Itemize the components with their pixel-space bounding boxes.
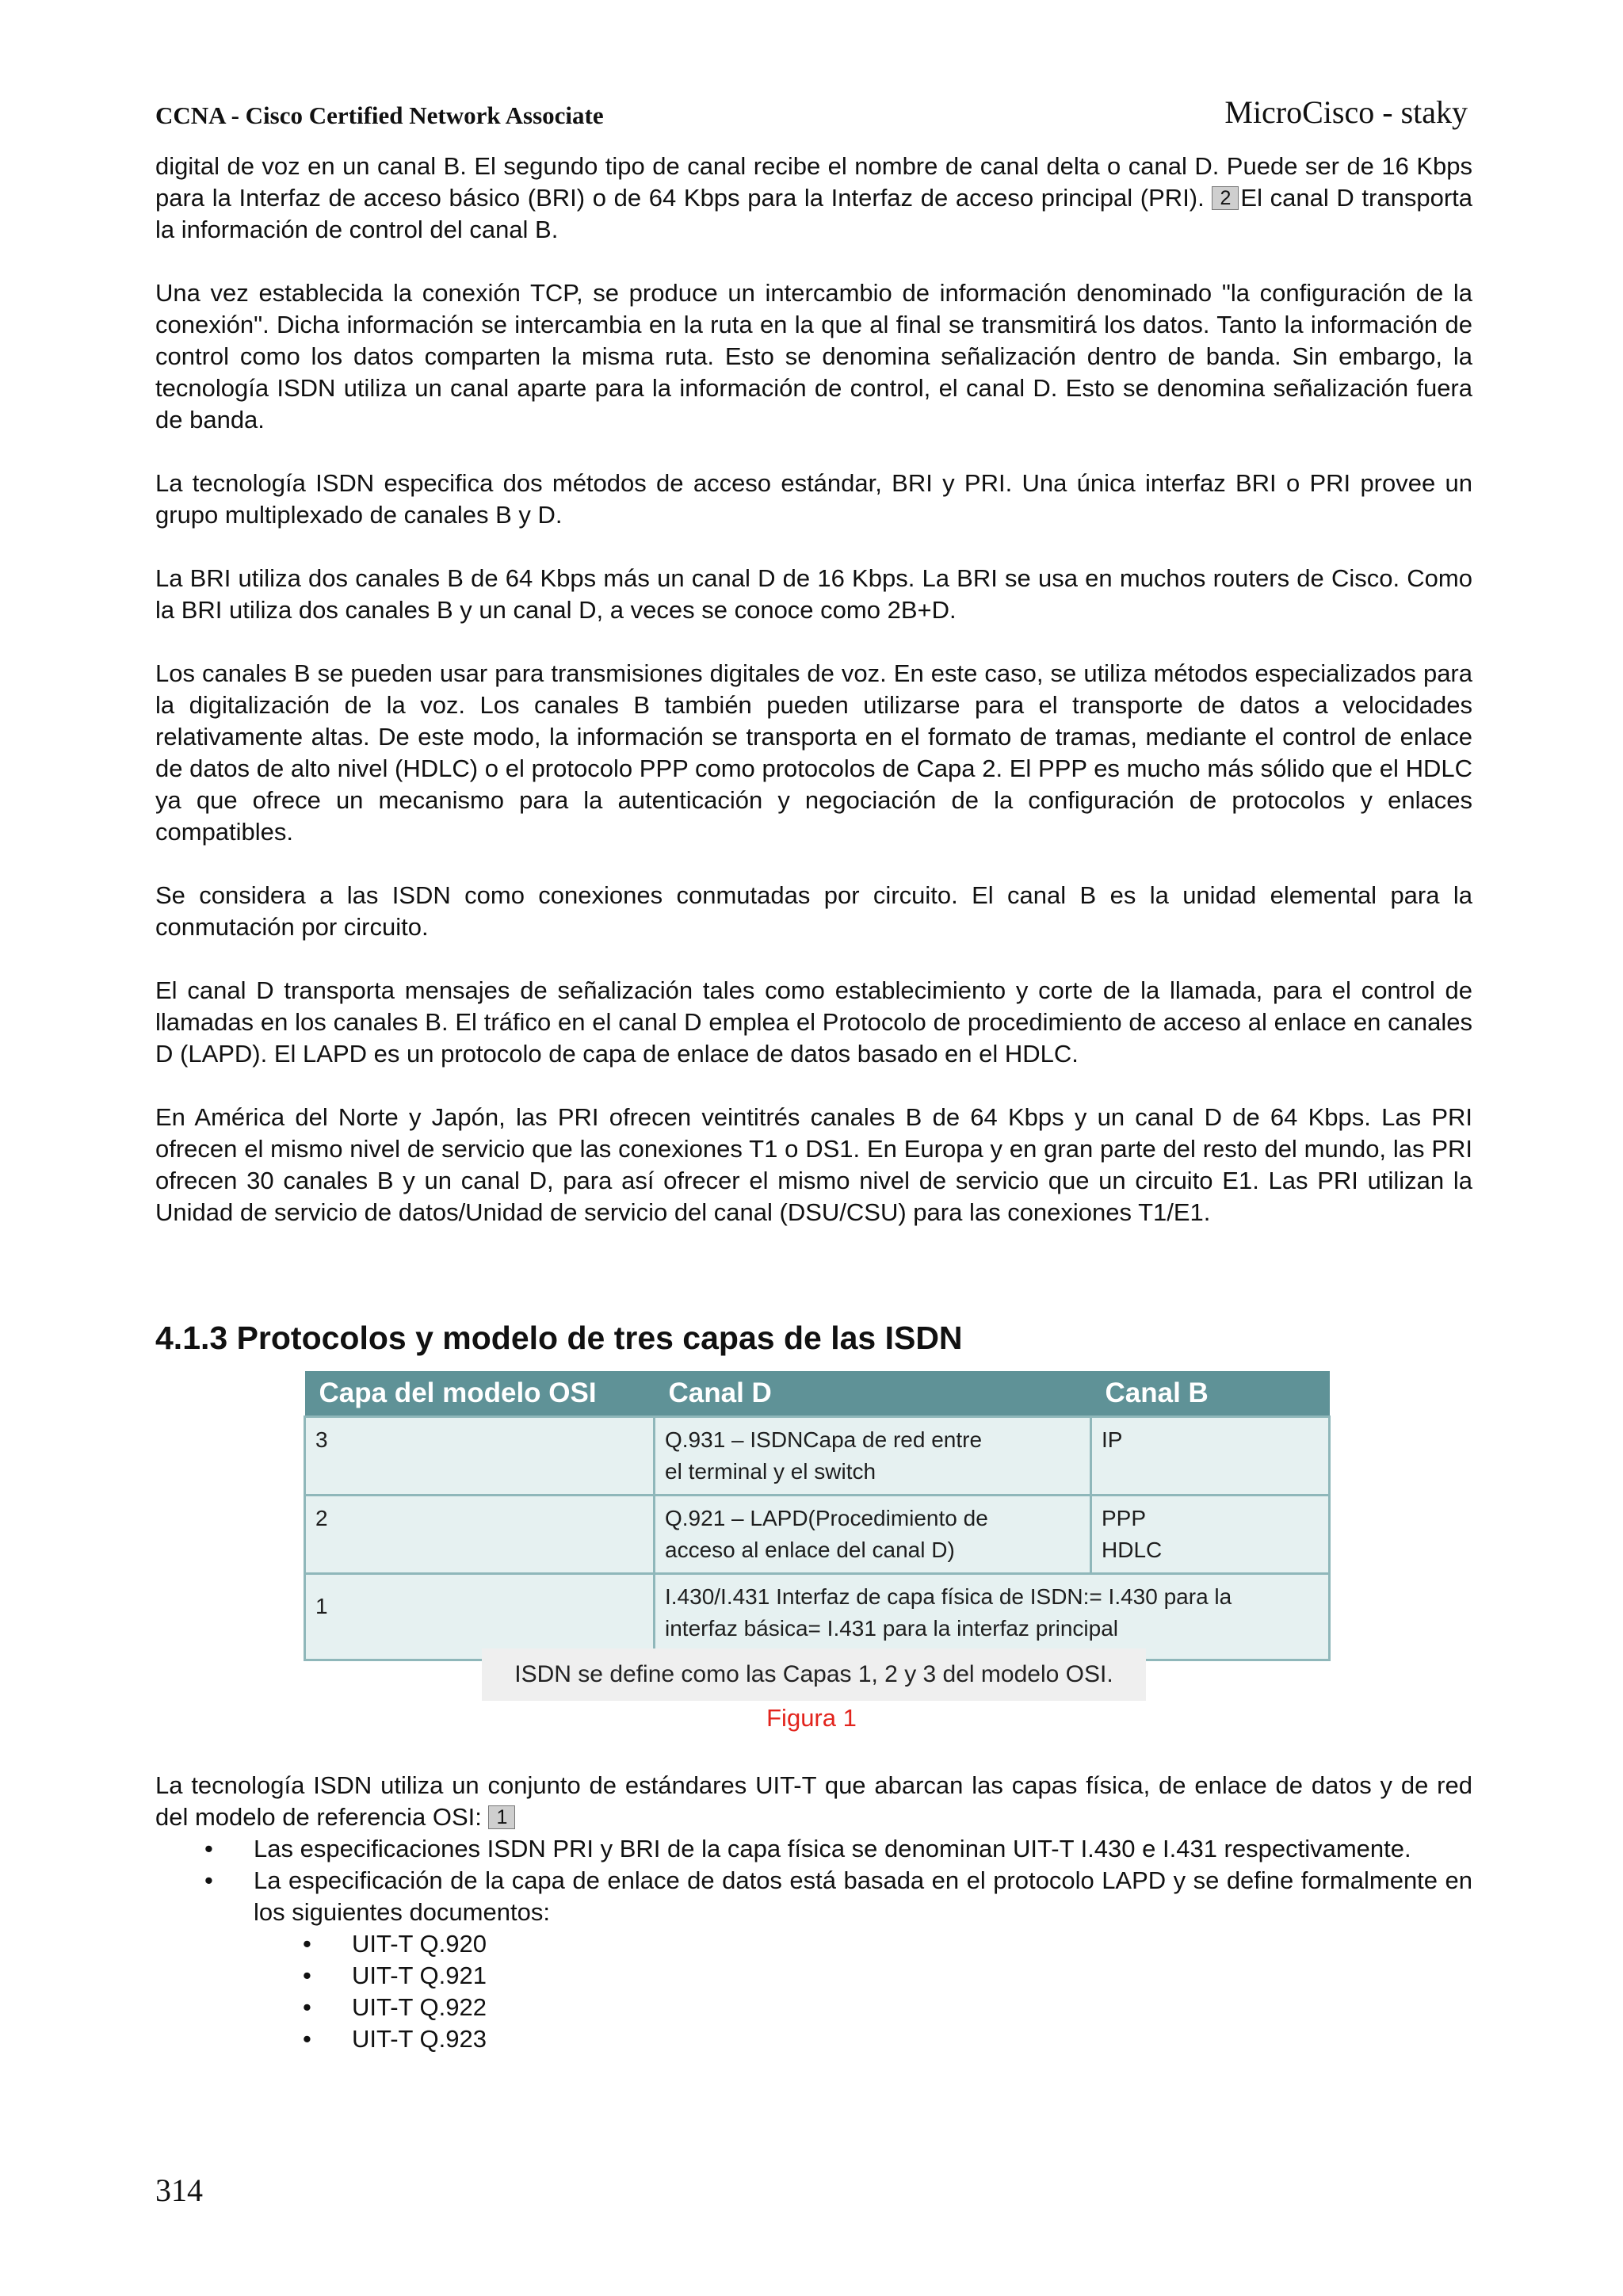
cell-text: el terminal y el switch (665, 1459, 876, 1484)
layer-cell: 2 (305, 1496, 655, 1574)
table-row (305, 1496, 1330, 1574)
list-item: • UIT-T Q.921 (254, 1960, 1472, 1992)
paragraph-text: El canal D transporta la información de control del canal B. (155, 184, 1472, 243)
table-row (305, 1417, 1330, 1496)
paragraph (155, 1770, 1472, 1833)
paragraph: La tecnología ISDN especifica dos métodos de acceso estándar, BRI y PRI. Una única interfaz BRI o PRI provee un grupo multiplexado de canales B y D. (155, 469, 1472, 529)
figure-caption: ISDN se define como las Capas 1, 2 y 3 del modelo OSI. (482, 1648, 1146, 1701)
list-item: • UIT-T Q.923 (254, 2023, 1472, 2055)
b-channel-cell (1091, 1417, 1330, 1496)
layer-cell: 3 (305, 1417, 655, 1496)
cell-text: acceso al enlace del canal D) (665, 1538, 955, 1562)
cell-text: I.430/I.431 Interfaz de capa física de ISDN:= I.430 para la (665, 1584, 1232, 1609)
paragraph: La BRI utiliza dos canales B de 64 Kbps más un canal D de 16 Kbps. La BRI se usa en muchos routers de Cisco. Como la BRI utiliza dos canales B y un canal D, a veces se conoce como 2B+D. (155, 564, 1472, 624)
d-channel-cell (655, 1417, 1091, 1496)
bullet-list (155, 1833, 1472, 2055)
column-header: Canal D (655, 1371, 1091, 1417)
sub-bullet-list (254, 1928, 1472, 2055)
cell-text: Q.931 – ISDNCapa de red entre (665, 1427, 983, 1452)
section-heading: 4.1.3 Protocolos y modelo de tres capas de las ISDN (155, 1320, 963, 1356)
isdn-osi-table (304, 1371, 1331, 1661)
paragraph-text: digital de voz en un canal B. El segundo tipo de canal recibe el nombre de canal delta o canal D. Puede ser de 16 Kbps para la Interfaz de acceso básico (BRI) o de 64 Kbps para la Interfaz de acceso principal (PRI). (155, 152, 1472, 212)
column-header: Canal B (1091, 1371, 1330, 1417)
running-header-author: MicroCisco - staky (1224, 94, 1468, 130)
figure-reference-link[interactable]: 2 (1212, 186, 1239, 210)
paragraph (155, 151, 1472, 246)
figure-label: Figura 1 (766, 1704, 857, 1732)
list-item: • UIT-T Q.922 (254, 1992, 1472, 2023)
page-number: 314 (155, 2172, 203, 2208)
list-item (155, 1865, 1472, 2055)
layer-cell: 1 (305, 1574, 655, 1660)
paragraph: Los canales B se pueden usar para transmisiones digitales de voz. En este caso, se utiliza métodos especializados para la digitalización de la voz. Los canales B también pueden utilizarse para el transporte de datos a velocidades relativamente altas. De este modo, la información se transporta en el formato de tramas, mediante el control de enlace de datos de alto nivel (HDLC) o el protocolo PPP como protocolos de Capa 2. El PPP es mucho más sólido que el HDLC ya que ofrece un mecanismo para la autenticación y negociación de la configuración de protocolos y enlaces compatibles. (155, 659, 1472, 846)
d-channel-cell (655, 1574, 1330, 1660)
cell-text: PPP (1102, 1506, 1147, 1530)
b-channel-cell (1091, 1496, 1330, 1574)
paragraph-text: La tecnología ISDN utiliza un conjunto de estándares UIT-T que abarcan las capas física, de enlace de datos y de red del modelo de referencia OSI: (155, 1771, 1472, 1831)
paragraph: Se considera a las ISDN como conexiones conmutadas por circuito. El canal B es la unidad elemental para la conmutación por circuito. (155, 881, 1472, 941)
cell-text: interfaz básica= I.431 para la interfaz principal (665, 1616, 1118, 1641)
cell-text: IP (1102, 1427, 1123, 1452)
table-row (305, 1574, 1330, 1660)
column-header: Capa del modelo OSI (305, 1371, 655, 1417)
body-text (155, 151, 1472, 1260)
paragraph: En América del Norte y Japón, las PRI ofrecen veintitrés canales B de 64 Kbps y un canal D de 64 Kbps. Las PRI ofrecen el mismo nivel de servicio que las conexiones T1 o DS1. En Europa y en gran parte del resto del mundo, las PRI ofrecen 30 canales B y un canal D, para así ofrecer el mismo nivel de servicio que un circuito E1. Las PRI utilizan la Unidad de servicio de datos/Unidad de servicio del canal (DSU/CSU) para las conexiones T1/E1. (155, 1103, 1472, 1226)
list-item-text: La especificación de la capa de enlace de datos está basada en el protocolo LAPD y se define formalmente en los siguientes documentos: (254, 1866, 1472, 1926)
paragraph: Una vez establecida la conexión TCP, se produce un intercambio de información denominado "la configuración de la conexión". Dicha información se intercambia en la ruta en la que al final se transmitirá los datos. Tanto la información de control como los datos comparten la misma ruta. Esto se denomina señalización dentro de banda. Sin embargo, la tecnología ISDN utiliza un canal aparte para la información de control, el canal D. Esto se denomina señalización fuera de banda. (155, 279, 1472, 434)
list-item: • Las especificaciones ISDN PRI y BRI de la capa física se denominan UIT-T I.430 e I.431 respectivamente. (155, 1833, 1472, 1865)
d-channel-cell (655, 1496, 1091, 1574)
cell-text: Q.921 – LAPD(Procedimiento de (665, 1506, 988, 1530)
list-item: • UIT-T Q.920 (254, 1928, 1472, 1960)
running-header-title: CCNA - Cisco Certified Network Associate (155, 101, 604, 129)
paragraph: El canal D transporta mensajes de señalización tales como establecimiento y corte de la llamada, para el control de llamadas en los canales B. El tráfico en el canal D emplea el Protocolo de procedimiento de acceso al enlace en canales D (LAPD). El LAPD es un protocolo de capa de enlace de datos basado en el HDLC. (155, 976, 1472, 1068)
figure-reference-link[interactable]: 1 (488, 1805, 515, 1829)
table-header-row (305, 1371, 1330, 1417)
cell-text: HDLC (1102, 1538, 1163, 1562)
